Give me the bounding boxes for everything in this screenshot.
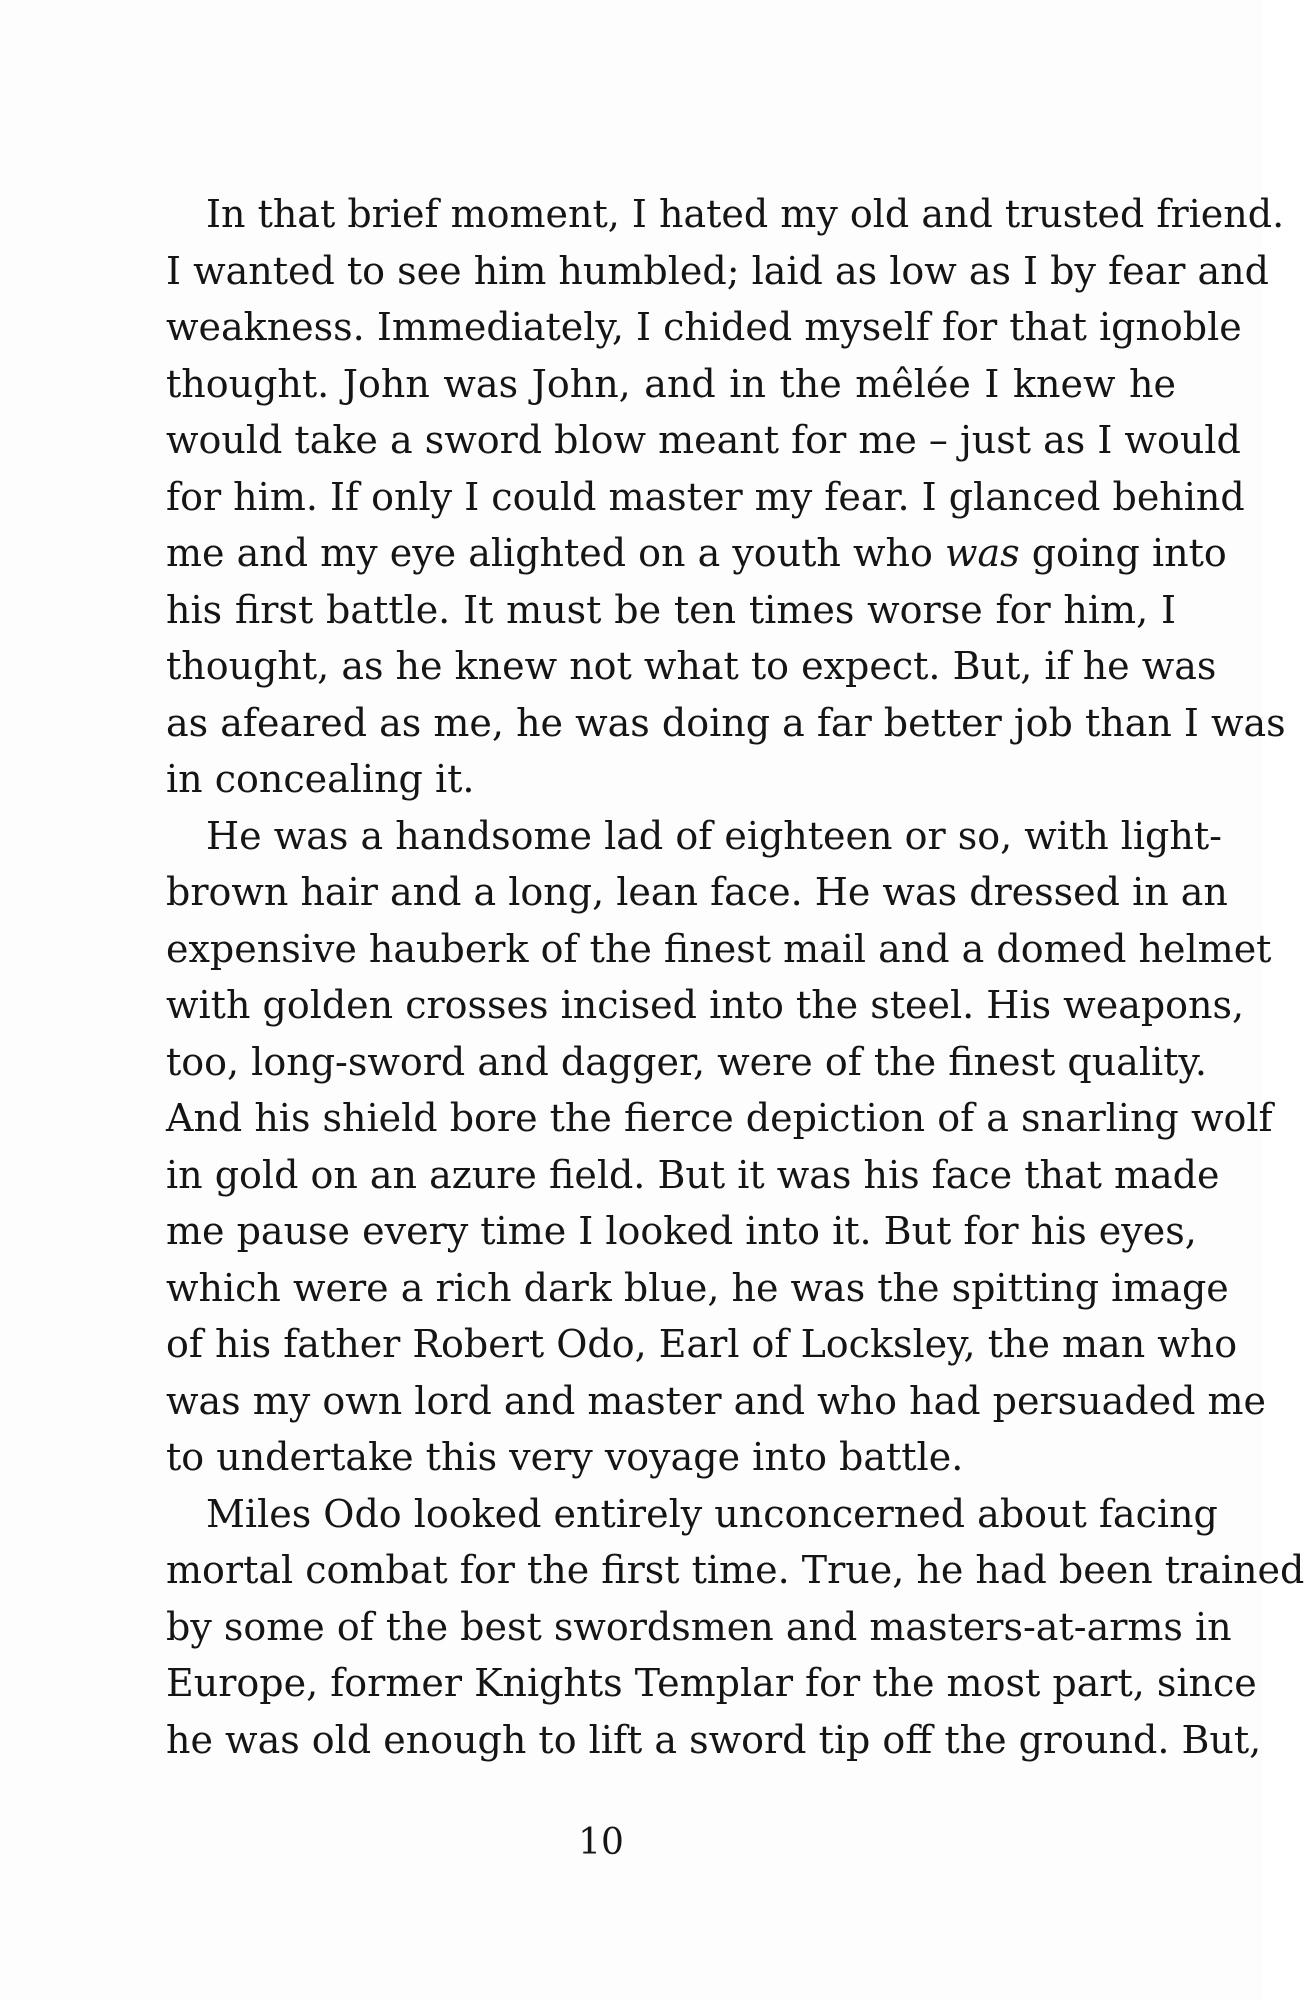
paragraph: [166, 808, 1273, 1486]
text-line: He was a handsome lad of eighteen or so, with light-: [206, 813, 1222, 858]
text-line: mortal combat for the first time. True, he had been trained: [166, 1548, 1304, 1592]
text-line: weakness. Immediately, I chided myself for that ignoble: [166, 305, 1242, 349]
text-line: to undertake this very voyage into battle.: [166, 1435, 964, 1479]
text-line: which were a rich dark blue, he was the spitting image: [166, 1265, 1229, 1310]
text-line: was my own lord and master and who had persuaded me: [166, 1378, 1266, 1423]
text-line: by some of the best swordsmen and masters-at-arms in: [166, 1604, 1232, 1649]
paragraph: [166, 186, 1286, 808]
text-line: he was old enough to lift a sword tip off the ground. But,: [166, 1717, 1262, 1762]
text-line: me pause every time I looked into it. But for his eyes,: [166, 1209, 1197, 1253]
text-segment: me and my eye alighted on a youth who: [166, 531, 945, 575]
text-line: as afeared as me, he was doing a far better job than I was: [166, 700, 1286, 745]
text-line: brown hair and a long, lean face. He was dressed in an: [166, 870, 1228, 914]
text-line: expensive hauberk of the finest mail and a domed helmet: [166, 926, 1272, 971]
text-line: thought, as he knew not what to expect. But, if he was: [166, 644, 1217, 688]
text-line: would take a sword blow meant for me – just as I would: [166, 418, 1241, 462]
text-line: [166, 525, 1227, 582]
text-line: in concealing it.: [166, 757, 475, 801]
text-line: of his father Robert Odo, Earl of Locksley, the man who: [166, 1322, 1238, 1366]
text-segment: going into: [1019, 531, 1227, 575]
text-line: thought. John was John, and in the mêlée I knew he: [166, 361, 1176, 406]
text-line: Europe, former Knights Templar for the most part, since: [166, 1661, 1257, 1705]
text-line: in gold on an azure field. But it was his face that made: [166, 1152, 1220, 1197]
text-line: In that brief moment, I hated my old and trusted friend.: [206, 192, 1285, 236]
text-line: his first battle. It must be ten times worse for him, I: [166, 587, 1176, 632]
text-line: Miles Odo looked entirely unconcerned about facing: [206, 1491, 1218, 1536]
text-line: too, long-sword and dagger, were of the finest quality.: [166, 1039, 1207, 1084]
page-number: 10: [578, 1822, 624, 1863]
body-text: [166, 186, 1304, 1768]
text-line: And his shield bore the fierce depiction of a snarling wolf: [166, 1096, 1273, 1140]
text-line: for him. If only I could master my fear. I glanced behind: [166, 474, 1245, 519]
text-line: I wanted to see him humbled; laid as low as I by fear and: [166, 248, 1269, 293]
paragraph: [166, 1486, 1304, 1769]
emphasis-text: was: [944, 531, 1020, 575]
text-line: with golden crosses incised into the steel. His weapons,: [166, 983, 1245, 1027]
